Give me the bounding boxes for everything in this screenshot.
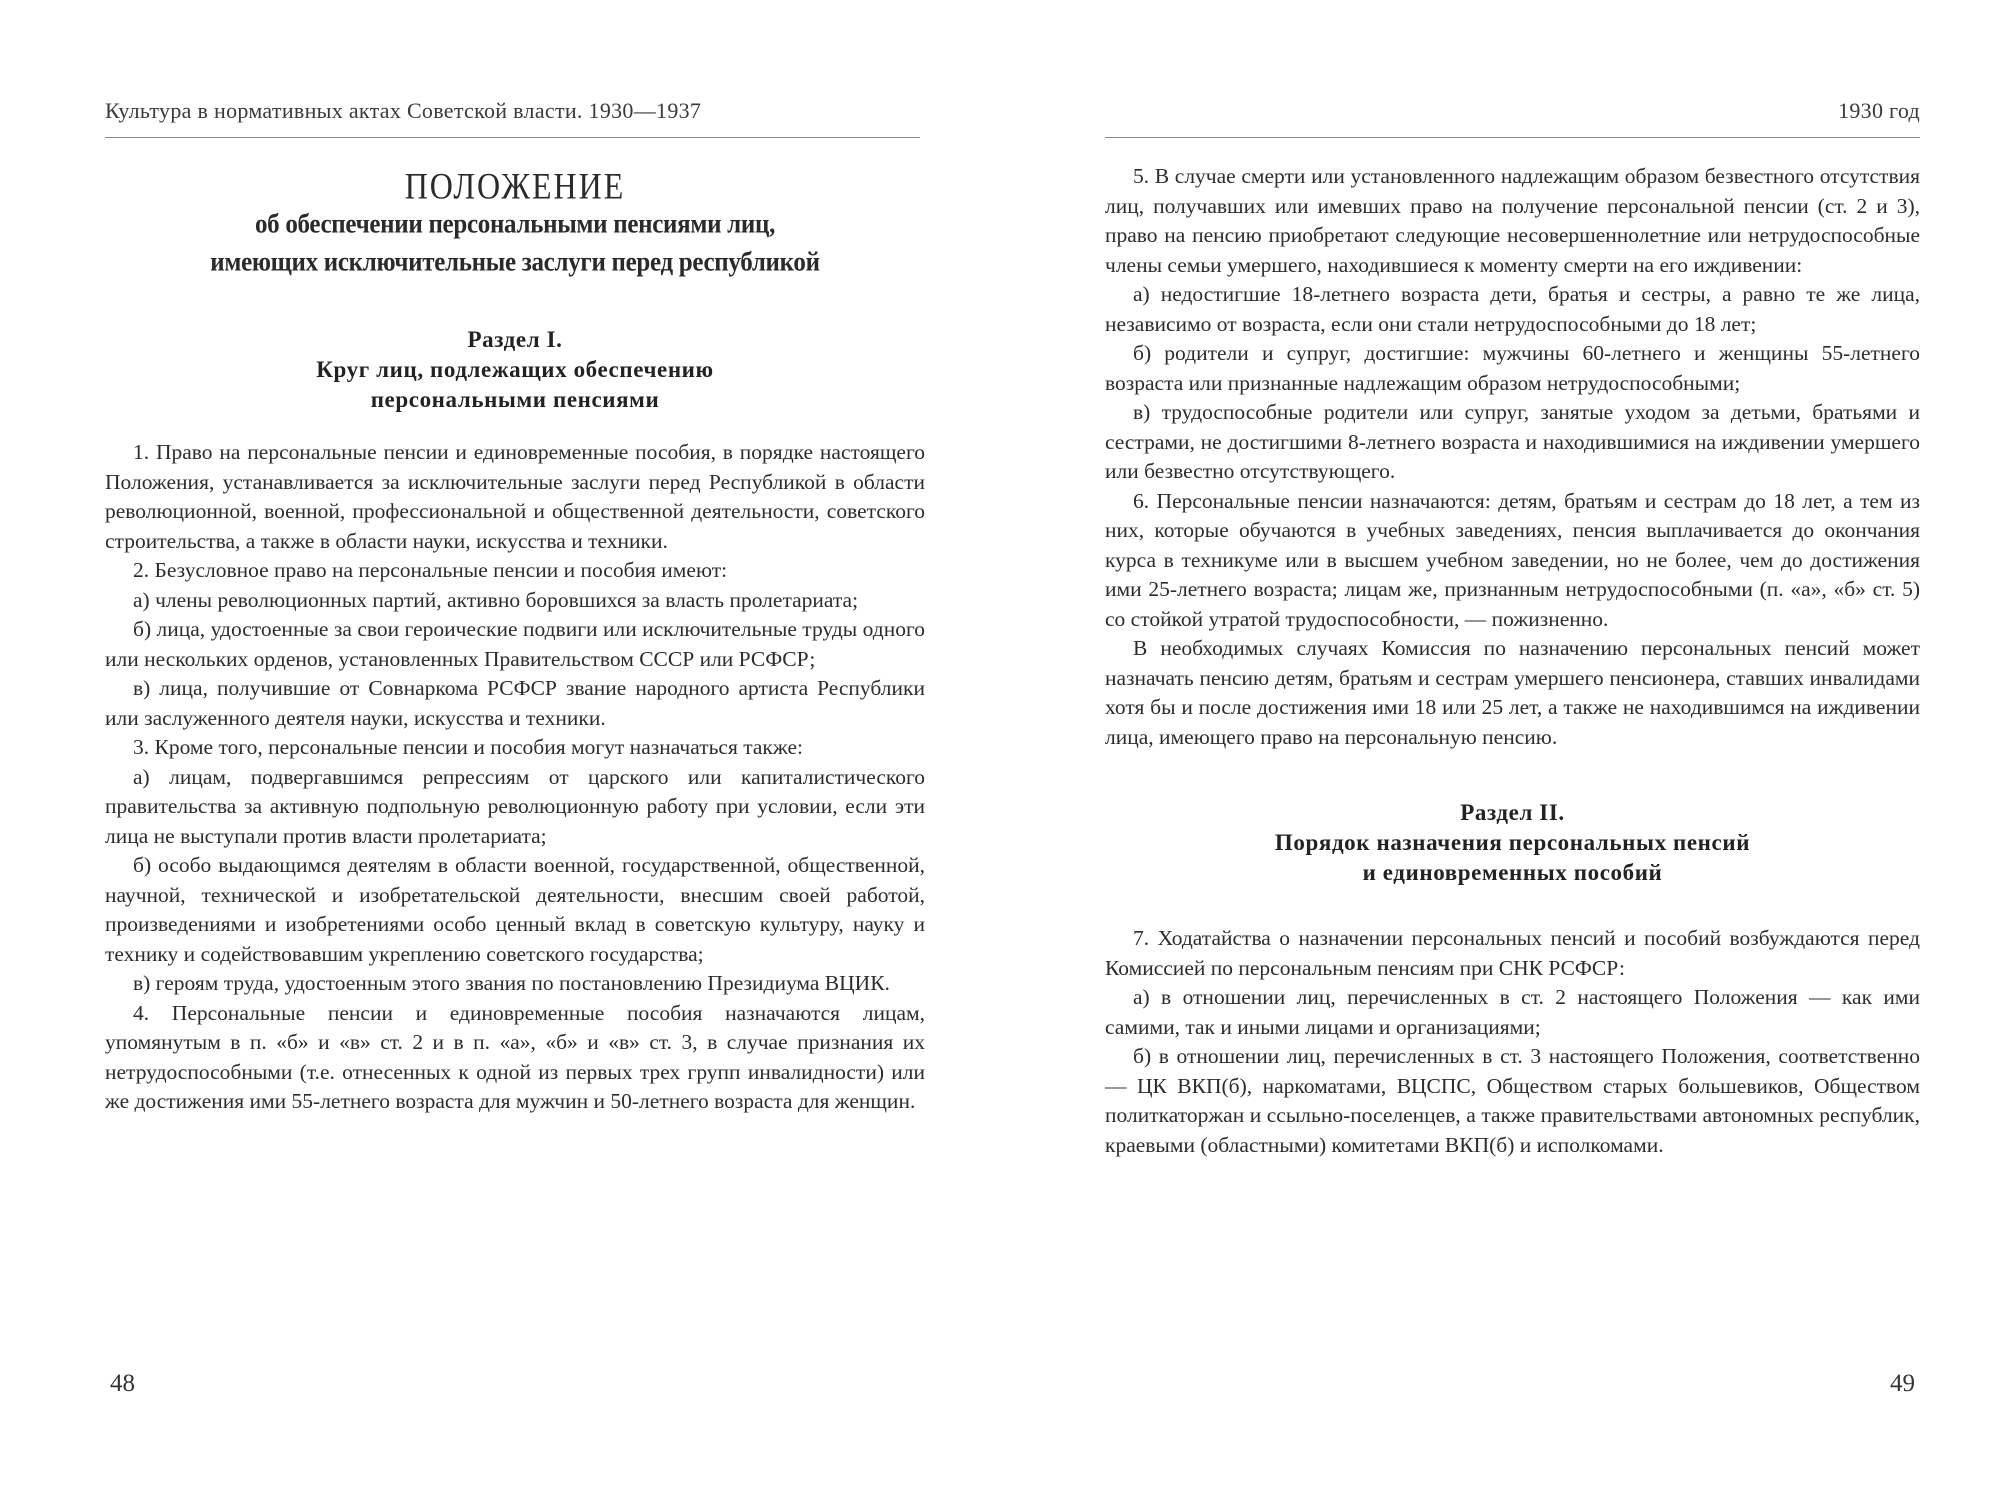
paragraph: а) в отношении лиц, перечисленных в ст. 2 настоящего Положения — как ими самими, так и иными лицами и организациями; — [1105, 985, 1920, 1039]
paragraph: 7. Ходатайства о назначении персональных пенсий и пособий возбуждаются перед Комиссией по персональным пенсиям при СНК РСФСР: — [1105, 926, 1920, 980]
paragraph: 4. Персональные пенсии и единовременные пособия назначаются лицам, упомянутым в п. «б» и «в» ст. 2 и в п. «а», «б» и «в» ст. 3, в случае признания их нетрудоспособными (т.е. отнесенных к одной из первых трех групп инвалидности) или же достижения ими 55-летнего возраста для мужчин и 50-летнего возраста для женщин. — [105, 1000, 925, 1113]
paragraph: 3. Кроме того, персональные пенсии и пособия могут назначаться также: — [133, 735, 803, 759]
paragraph: 5. В случае смерти или установленного надлежащим образом безвестного отсутствия лиц, получавших или имевших право на получение персональной пенсии (ст. 2 и 3), право на пенсию приобретают следующие несовершеннолетние или нетрудоспособные члены семьи умершего, находившиеся к моменту смерти на его иждивении: — [1105, 164, 1920, 277]
document-title-block — [105, 166, 925, 282]
left-running-head: Культура в нормативных актах Советской власти. 1930—1937 — [105, 98, 702, 123]
section-2-title-line-1: Порядок назначения персональных пенсий — [1274, 830, 1751, 855]
paragraph: 1. Право на персональные пенсии и единовременные пособия, в порядке настоящего Положения, устанавливается за исключительные заслуги перед Республикой в области революционной, военной, профессиональной и общественной деятельности, советского строительства, а также в области науки, искусства и техники. — [105, 440, 925, 553]
section-1-title-line-1: Круг лиц, подлежащих обеспечению — [316, 357, 714, 382]
right-page-body — [1105, 162, 1920, 1160]
paragraph: В необходимых случаях Комиссия по назначению персональных пенсий может назначать пенсию детям, братьям и сестрам умершего пенсионера, ставших инвалидами хотя бы и после достижения ими 18 или 25 лет, а также не находившимся на иждивении лица, имеющего право на персональную пенсию. — [1105, 636, 1920, 749]
left-page-number: 48 — [110, 1370, 135, 1397]
section-1-heading — [105, 325, 925, 415]
left-page-body — [105, 438, 925, 1117]
paragraph: в) лица, получившие от Совнаркома РСФСР звание народного артиста Республики или заслуженного деятеля науки, искусства и техники. — [105, 676, 925, 730]
section-2-heading — [1105, 798, 1920, 888]
left-header-rule — [105, 137, 920, 138]
right-page-number: 49 — [1890, 1370, 1915, 1397]
paragraph: б) особо выдающимся деятелям в области военной, государственной, общественной, научной, технической и изобретательской деятельности, внесшим своей работой, произведениями и изобретениями особо ценный вклад в советскую культуру, науку и технику и содействовавшим укреплению советского государства; — [105, 853, 925, 966]
paragraph: б) лица, удостоенные за свои героические подвиги или исключительные труды одного или нескольких орденов, установленных Правительством СССР или РСФСР; — [105, 617, 925, 671]
paragraph: б) родители и супруг, достигшие: мужчины 60-летнего и женщины 55-летнего возраста или признанные надлежащим образом нетрудоспособными; — [1105, 341, 1920, 395]
paragraph: в) трудоспособные родители или супруг, занятые уходом за детьми, братьями и сестрами, не достигшими 8-летнего возраста и находившимися на иждивении умершего или безвестно отсутствующего. — [1105, 400, 1920, 483]
section-1-title-line-2: персональными пенсиями — [370, 387, 660, 412]
right-page — [1105, 0, 1920, 1488]
paragraph: а) лицам, подвергавшимся репрессиям от царского или капиталистического правительства за активную подпольную революционную работу при условии, если эти лица не выступали против власти пролетариата; — [105, 764, 925, 848]
paragraph: 6. Персональные пенсии назначаются: детям, братьям и сестрам до 18 лет, а тем из них, которые обучаются в учебных заведениях, пенсия выплачивается до окончания курса в техникуме или в высшем учебном заведении, но не более, чем до достижения ими 25-летнего возраста; лицам же, признанным нетрудоспособными (п. «а», «б» ст. 5) со стойкой утратой трудоспособности, — пожизненно. — [1105, 488, 1920, 631]
section-2-title-line-2: и единовременных пособий — [1362, 860, 1663, 885]
paragraph: б) в отношении лиц, перечисленных в ст. 3 настоящего Положения, соответственно — ЦК ВКП(б), наркоматами, ВЦСПС, Обществом старых большевиков, Обществом политкаторжан и ссыльно-поселенцев, а также правительствами автономных республик, краевыми (областными) комитетами ВКП(б) и исполкомами. — [1105, 1044, 1920, 1157]
right-running-head: 1930 год — [1838, 98, 1920, 123]
right-header-rule — [1105, 137, 1920, 138]
paragraph: а) недостигшие 18-летнего возраста дети, братья и сестры, а равно те же лица, независимо от возраста, если они стали нетрудоспособными до 18 лет; — [1105, 282, 1920, 336]
section-1-number: Раздел I. — [467, 327, 563, 352]
document-subtitle-line-2: имеющих исключительные заслуги перед республикой — [210, 247, 820, 278]
paragraph: а) члены революционных партий, активно боровшихся за власть пролетариата; — [133, 587, 859, 612]
left-page — [105, 0, 925, 1488]
document-title: ПОЛОЖЕНИЕ — [404, 165, 626, 207]
paragraph: в) героям труда, удостоенным этого звания по постановлению Президиума ВЦИК. — [133, 971, 890, 995]
paragraph: 2. Безусловное право на персональные пенсии и пособия имеют: — [133, 558, 728, 582]
section-2-number: Раздел II. — [1460, 800, 1565, 825]
document-subtitle-line-1: об обеспечении персональными пенсиями лиц, — [254, 209, 776, 240]
